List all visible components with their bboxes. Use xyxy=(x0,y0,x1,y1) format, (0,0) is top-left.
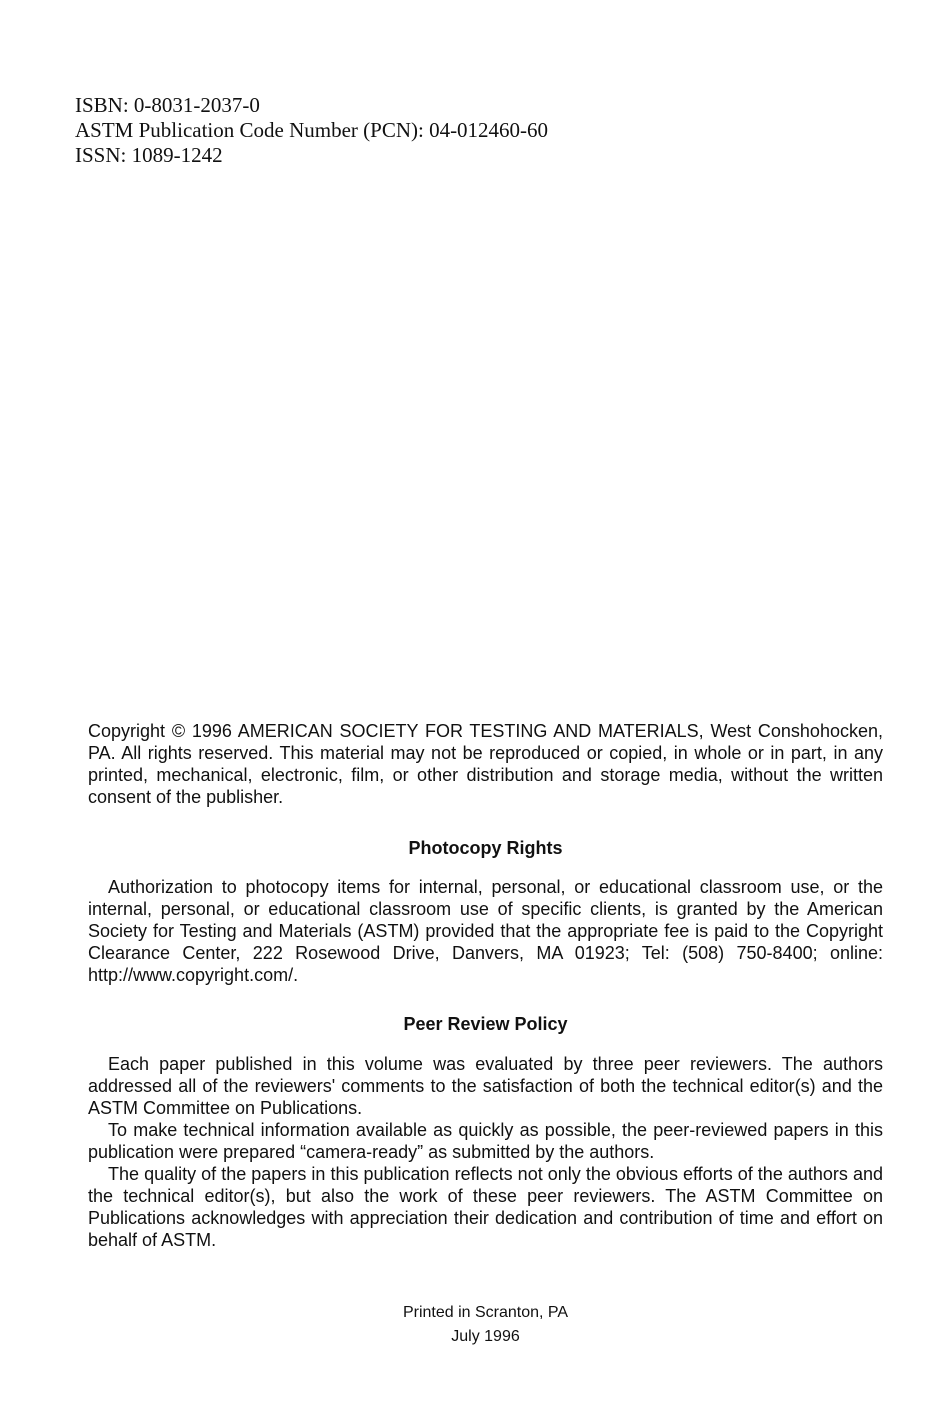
copyright-notice xyxy=(88,720,883,808)
peer-review-paragraph: To make technical information available as quickly as possible, the peer-reviewed papers in this publication were prepared “camera-ready” as submitted by the authors. xyxy=(88,1120,883,1162)
photocopy-rights-text: Authorization to photocopy items for internal, personal, or educational classroom use, or the internal, personal, or educational classroom use of specific clients, is granted by the American Society for Testing and Materials (ASTM) provided that the appropriate fee is paid to the Copyright Clearance Center, 222 Rosewood Drive, Danvers, MA 01923; Tel: (508) 750-8400; online: http://www.copyright.com/. xyxy=(88,877,883,985)
copyright-text: Copyright © 1996 AMERICAN SOCIETY FOR TESTING AND MATERIALS, West Conshohocken, PA. All rights reserved. This material may not be reproduced or copied, in whole or in part, in any printed, mechanical, electronic, film, or other distribution and storage media, without the written consent of the publisher. xyxy=(88,721,883,807)
publication-identifiers xyxy=(75,93,548,168)
peer-review-paragraph: Each paper published in this volume was evaluated by three peer reviewers. The authors addressed all of the reviewers' comments to the satisfaction of both the technical editor(s) and the ASTM Committee on Publications. xyxy=(88,1054,883,1118)
printed-location: Printed in Scranton, PA xyxy=(402,1304,569,1321)
peer-review-section xyxy=(88,1053,883,1251)
isbn-line: ISBN: 0-8031-2037-0 xyxy=(75,93,260,117)
printing-info xyxy=(88,1301,883,1349)
photocopy-rights-section xyxy=(88,876,883,986)
peer-review-heading: Peer Review Policy xyxy=(403,1014,568,1034)
peer-review-paragraph: The quality of the papers in this publication reflects not only the obvious efforts of the authors and the technical editor(s), but also the work of these peer reviewers. The ASTM Committee on Publications acknowledges with appreciation their dedication and contribution of time and effort on behalf of ASTM. xyxy=(88,1164,883,1250)
photocopy-rights-heading: Photocopy Rights xyxy=(408,838,563,858)
pcn-line: ASTM Publication Code Number (PCN): 04-012460-60 xyxy=(75,118,549,142)
issn-line: ISSN: 1089-1242 xyxy=(75,143,223,167)
printed-date: July 1996 xyxy=(451,1328,520,1345)
